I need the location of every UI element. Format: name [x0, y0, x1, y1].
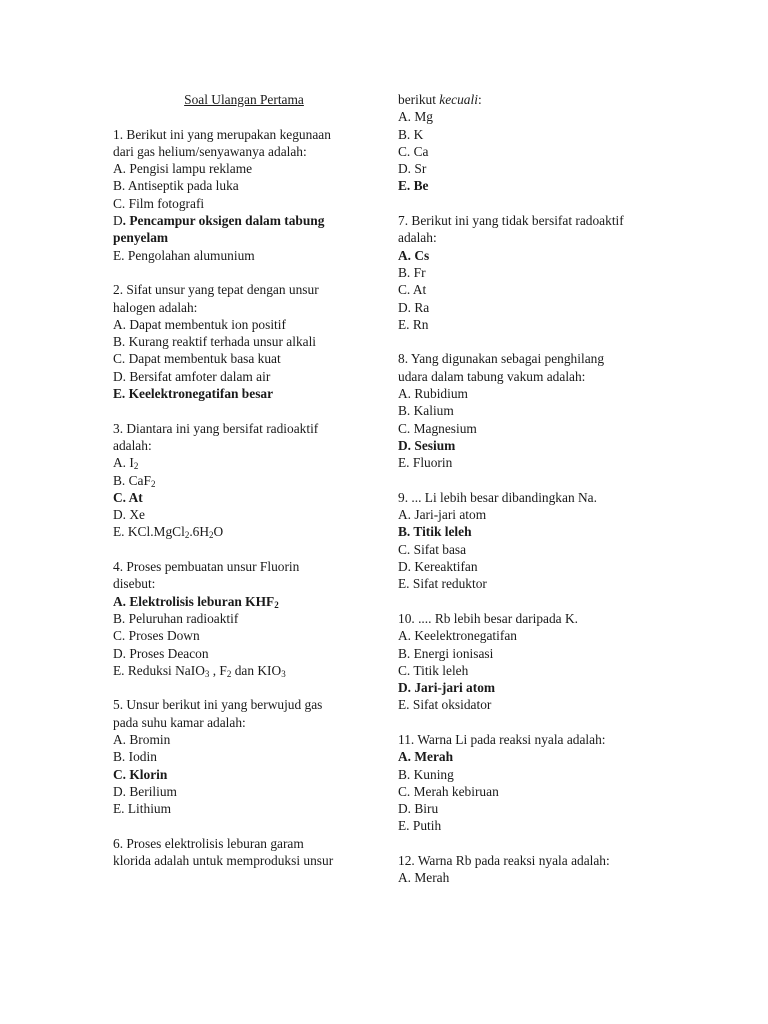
option-c-answer: C. At [113, 489, 143, 505]
option-text: .6H [189, 524, 210, 540]
subscript: 3 [204, 668, 210, 679]
subscript: 2 [226, 668, 232, 679]
option-c: C. Film fotografi [113, 195, 205, 211]
option-e: E. Fluorin [398, 455, 453, 471]
subscript: 2 [209, 530, 214, 541]
option-text: E. KCl.MgCl [113, 524, 185, 540]
option-e-answer: E. Be [398, 178, 429, 194]
option-b: B. Energi ionisasi [398, 645, 494, 661]
option-c-answer: C. Klorin [113, 766, 168, 782]
option-a-answer [113, 593, 375, 610]
question-stem [398, 91, 660, 108]
left-column [113, 91, 375, 869]
question-stem: pada suhu kamar adalah: [113, 714, 246, 730]
option-a: A. Mg [398, 109, 433, 125]
question-10 [398, 610, 660, 714]
option-c: C. Titik leleh [398, 662, 469, 678]
question-stem: 3. Diantara ini yang bersifat radioaktif [113, 420, 319, 436]
question-stem: halogen adalah: [113, 299, 198, 315]
option-d: D. Kereaktifan [398, 559, 478, 575]
question-stem: 10. .... Rb lebih besar daripada K. [398, 610, 578, 626]
stem-text: : [477, 92, 482, 107]
question-6-cont [398, 91, 660, 195]
question-stem: 6. Proses elektrolisis leburan garam [113, 835, 304, 851]
option-d-answer: D. Jari-jari atom [398, 680, 496, 696]
question-stem: 12. Warna Rb pada reaksi nyala adalah: [398, 853, 610, 869]
option-text: A. Elektrolisis leburan KHF [113, 593, 275, 609]
question-stem: adalah: [398, 230, 437, 246]
question-stem: adalah: [113, 437, 152, 453]
option-c: C. Merah kebiruan [398, 783, 499, 799]
option-d: D. Berilium [113, 783, 177, 799]
option-a: A. Keelektronegatifan [398, 628, 517, 644]
question-stem: 11. Warna Li pada reaksi nyala adalah: [398, 731, 606, 747]
option-e: E. Putih [398, 818, 442, 834]
option-d: D. Sr [398, 161, 427, 177]
option-text: O [213, 524, 224, 540]
option-b: B. Peluruhan radioaktif [113, 610, 239, 626]
option-c: C. Proses Down [113, 628, 200, 644]
option-b: B. Fr [398, 264, 426, 280]
question-stem: 2. Sifat unsur yang tepat dengan unsur [113, 282, 319, 298]
option-a-answer: A. Cs [398, 247, 430, 263]
option-text: . Pencampur oksigen dalam tabung [122, 213, 325, 229]
right-column [398, 91, 660, 887]
question-stem: dari gas helium/senyawanya adalah: [113, 143, 307, 159]
option-letter: D [113, 213, 123, 229]
option-e: E. Pengolahan alumunium [113, 247, 255, 263]
option-d-answer [113, 212, 375, 229]
option-c: C. At [398, 282, 427, 298]
option-text: dan KIO [231, 662, 282, 678]
stem-text: berikut [398, 92, 440, 107]
option-b-answer: B. Titik leleh [398, 524, 472, 540]
question-stem: klorida adalah untuk memproduksi unsur [113, 853, 334, 869]
question-12 [398, 852, 660, 887]
question-2 [113, 281, 375, 402]
option-b: B. Kurang reaktif terhada unsur alkali [113, 334, 317, 350]
option-text: A. I [113, 455, 134, 471]
option-text: , F [209, 662, 227, 678]
question-stem: 1. Berikut ini yang merupakan kegunaan [113, 126, 331, 142]
question-stem: 8. Yang digunakan sebagai penghilang [398, 351, 605, 367]
option-b: B. Antiseptik pada luka [113, 178, 239, 194]
option-e: E. Sifat reduktor [398, 576, 487, 592]
option-a: A. Bromin [113, 731, 171, 747]
option-c: C. Ca [398, 143, 429, 159]
option-e: E. Rn [398, 316, 429, 332]
subscript: 2 [274, 599, 279, 610]
question-stem: disebut: [113, 576, 156, 592]
option-b: B. Iodin [113, 749, 157, 765]
subscript: 2 [184, 530, 190, 541]
option-c: C. Dapat membentuk basa kuat [113, 351, 281, 367]
subscript: 2 [150, 478, 156, 489]
question-5 [113, 696, 375, 817]
page-title: Soal Ulangan Pertama [184, 92, 304, 107]
option-e-answer: E. Keelektronegatifan besar [113, 386, 274, 402]
option-b: B. K [398, 126, 424, 142]
option-d: D. Xe [113, 507, 145, 523]
option-b: B. Kuning [398, 766, 454, 782]
option-d: D. Bersifat amfoter dalam air [113, 368, 271, 384]
subscript: 2 [133, 461, 139, 472]
question-7 [398, 212, 660, 333]
option-e [113, 662, 375, 679]
option-b: B. Kalium [398, 403, 454, 419]
option-e: E. Lithium [113, 801, 172, 817]
option-d: D. Proses Deacon [113, 645, 209, 661]
option-c: C. Sifat basa [398, 541, 467, 557]
question-9 [398, 489, 660, 593]
stem-emphasis: kecuali [439, 92, 478, 107]
question-3 [113, 420, 375, 541]
option-text: B. CaF [113, 472, 151, 488]
question-4 [113, 558, 375, 679]
option-a-answer: A. Merah [398, 749, 454, 765]
option-d: D. Biru [398, 801, 439, 817]
subscript: 3 [281, 668, 286, 679]
option-d: D. Ra [398, 299, 430, 315]
option-a: A. Rubidium [398, 386, 468, 402]
option-a: A. Jari-jari atom [398, 507, 487, 523]
option-d-answer: D. Sesium [398, 437, 456, 453]
option-c: C. Magnesium [398, 420, 477, 436]
option-a [113, 454, 375, 471]
question-stem: udara dalam tabung vakum adalah: [398, 368, 586, 384]
question-stem: 5. Unsur berikut ini yang berwujud gas [113, 697, 323, 713]
question-1 [113, 126, 375, 264]
option-a: A. Dapat membentuk ion positif [113, 316, 286, 332]
question-11 [398, 731, 660, 835]
question-stem: 4. Proses pembuatan unsur Fluorin [113, 559, 300, 575]
question-stem: 7. Berikut ini yang tidak bersifat radoaktif [398, 213, 624, 229]
question-6 [113, 835, 375, 870]
question-8 [398, 350, 660, 471]
option-b [113, 472, 375, 489]
option-a: A. Pengisi lampu reklame [113, 161, 253, 177]
option-e: E. Sifat oksidator [398, 697, 492, 713]
option-text: E. Reduksi NaIO [113, 662, 205, 678]
option-d-answer-cont: penyelam [113, 230, 169, 246]
question-stem: 9. ... Li lebih besar dibandingkan Na. [398, 489, 597, 505]
option-a: A. Merah [398, 870, 450, 886]
option-e [113, 523, 375, 540]
